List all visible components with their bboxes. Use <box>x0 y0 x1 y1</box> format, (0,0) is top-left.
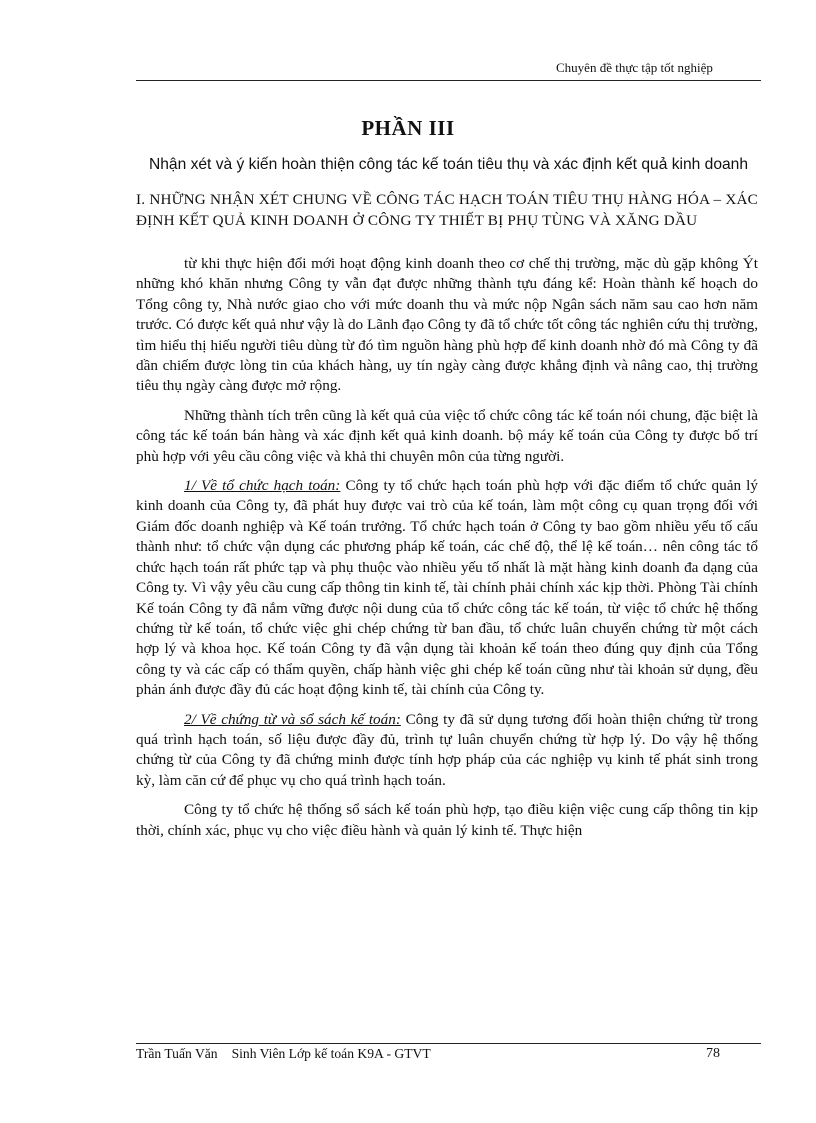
paragraph-lead-heading: 1/ Về tổ chức hạch toán: <box>184 477 341 495</box>
paragraph <box>136 710 758 792</box>
paragraph <box>136 476 758 700</box>
paragraph <box>136 254 758 397</box>
part-title: PHẦN III <box>361 116 455 140</box>
paragraph-text: Những thành tích trên cũng là kết quả của việc tổ chức công tác kế toán nói chung, đặc biệt là công tác kế toán bán hàng và xác định kết quả kinh doanh. bộ máy kế toán của Công ty được bố trí phù hợp với yêu cầu công việc và khả thi chuyên môn của từng người. <box>136 406 758 465</box>
paragraph-lead-heading: 2/ Về chứng từ và sổ sách kế toán: <box>184 710 401 728</box>
running-header: Chuyên đề thực tập tốt nghiệp <box>556 60 713 75</box>
footer-divider <box>136 1043 761 1044</box>
body-text <box>136 254 758 850</box>
footer <box>136 1046 431 1062</box>
footer-author: Trần Tuấn Văn <box>136 1046 218 1061</box>
paragraph-text: Công ty đã sử dụng tương đối hoàn thiện chứng từ trong quá trình hạch toán, số liệu được đầy đủ, trình tự luân chuyển chứng từ hợp lý. Do vậy hệ thống chứng từ của Công ty đã chứng minh được tính hợp pháp của các nghiệp vụ kinh tế phát sinh trong kỳ, làm căn cứ để phục vụ cho quá trình hạch toán. <box>136 710 758 789</box>
paragraph <box>136 800 758 841</box>
header-divider <box>136 80 761 81</box>
section-heading: I. NHỮNG NHẬN XÉT CHUNG VỀ CÔNG TÁC HẠCH TOÁN TIÊU THỤ HÀNG HÓA – XÁC ĐỊNH KẾT QUẢ KINH DOANH Ở CÔNG TY THIẾT BỊ PHỤ TÙNG VÀ XĂNG DẦU <box>136 191 758 229</box>
paragraph <box>136 406 758 467</box>
footer-class-info: Sinh Viên Lớp kế toán K9A - GTVT <box>231 1046 431 1061</box>
page-number: 78 <box>706 1046 720 1061</box>
part-subtitle: Nhận xét và ý kiến hoàn thiện công tác kế toán tiêu thụ và xác định kết quả kinh doanh <box>148 156 749 173</box>
paragraph-text: Công ty tổ chức hạch toán phù hợp với đặc điểm tổ chức quản lý kinh doanh của Công ty, đã phát huy được vai trò của kế toán, làm một công cụ quan trọng đối với Giám đốc doanh nghiệp và Kế toán trưởng. Tổ chức hạch toán ở Công ty bao gồm nhiều yếu tố cấu thành như: tổ chức vận dụng các phương pháp kế toán, các chế độ, thể lệ kế toán… nên công tác tổ chức hạch toán rất phức tạp và phụ thuộc vào nhiều yếu tố nhất là mặt hàng kinh doanh đa dạng của Công ty. Vì vậy yêu cầu cung cấp thông tin kinh tế, tài chính phải chính xác kịp thời. Phòng Tài chính Kế toán Công ty đã nắm vững được nội dung của tổ chức công tác kế toán, từ việc tổ chức hệ thống chứng từ kế toán, tổ chức việc ghi chép chứng từ ban đầu, tổ chức luân chuyển chứng từ một cách hợp lý và khoa học. Kế toán Công ty đã vận dụng tài khoản kế toán theo đúng quy định của Tổng công ty và các cấp có thẩm quyền, chấp hành việc ghi chép kế toán cũng như tài khoản sử dụng, đều phản ánh được đầy đủ các hoạt động kinh tế, tài chính của Công ty. <box>136 477 758 699</box>
paragraph-text: từ khi thực hiện đổi mới hoạt động kinh doanh theo cơ chế thị trường, mặc dù gặp không Ýt những khó khăn nhưng Công ty vẫn đạt được những thành tựu đáng kể: Hoàn thành kế hoạch do Tổng công ty, Nhà nước giao cho với mức doanh thu và mức nộp Ngân sách năm sau cao hơn năm trước. Có được kết quả như vậy là do Lãnh đạo Công ty đã tổ chức tốt công tác nghiên cứu thị trường, tìm hiểu thị hiếu người tiêu dùng từ đó tìm nguồn hàng phù hợp để kinh doanh nhờ đó mà Công ty đã dần chiếm được lòng tin của khách hàng, uy tín ngày càng được khẳng định và nâng cao, thị trường tiêu thụ ngày càng được mở rộng. <box>136 255 758 395</box>
paragraph-text: Công ty tổ chức hệ thống sổ sách kế toán phù hợp, tạo điều kiện việc cung cấp thông tin kịp thời, chính xác, phục vụ cho việc điều hành và quản lý kinh tế. Thực hiện <box>136 801 758 839</box>
